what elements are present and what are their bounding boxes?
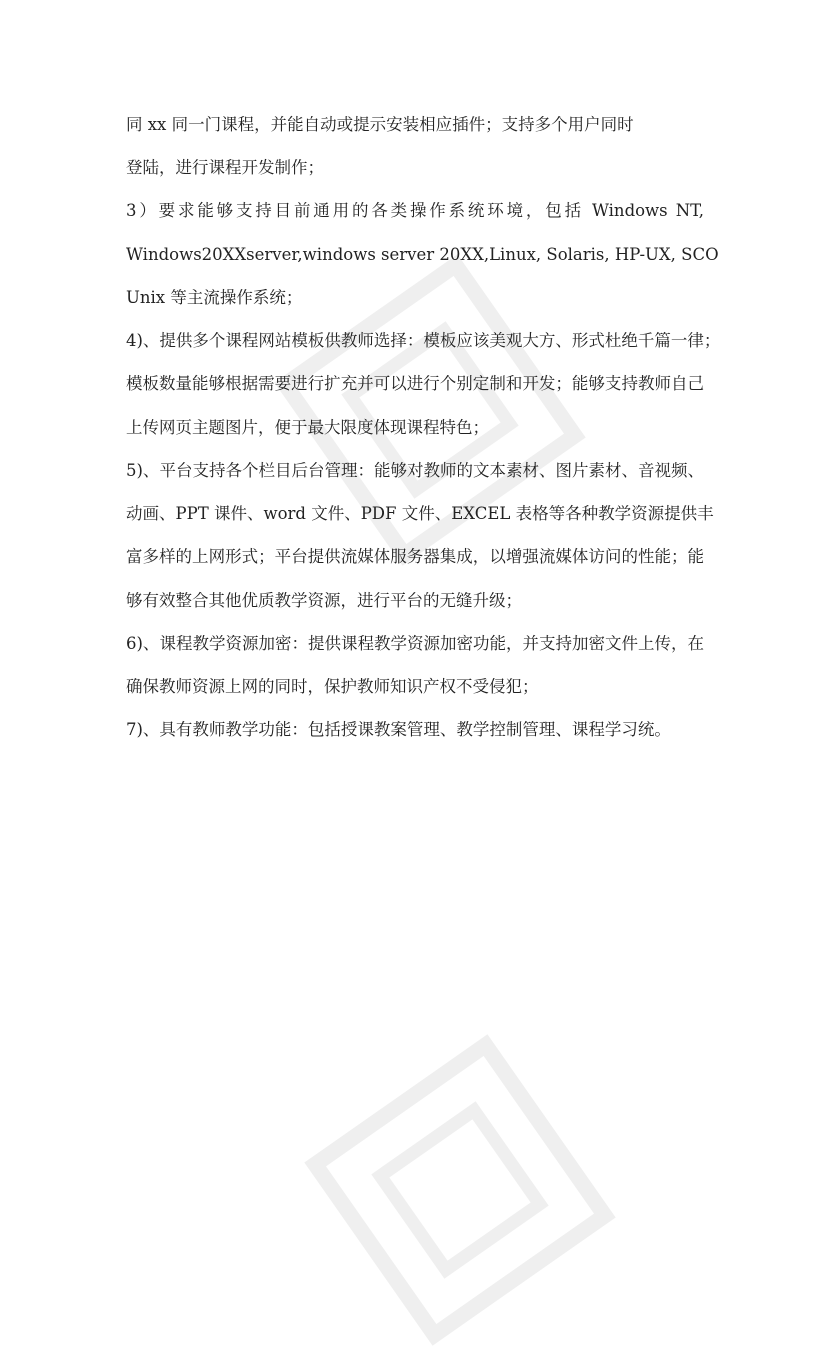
- text-line: 5)、平台支持各个栏目后台管理：能够对教师的文本素材、图片素材、音视频、: [126, 461, 704, 480]
- watermark-icon: [279, 1009, 641, 1371]
- text-line: 模板数量能够根据需要进行扩充并可以进行个别定制和开发；能够支持教师自己: [126, 374, 704, 393]
- text-line: 富多样的上网形式；平台提供流媒体服务器集成，以增强流媒体访问的性能；能: [126, 547, 704, 566]
- text-line: 够有效整合其他优质教学资源，进行平台的无缝升级；: [126, 591, 522, 610]
- text-line: 4)、提供多个课程网站模板供教师选择：模板应该美观大方、形式杜绝千篇一律；: [126, 331, 721, 350]
- text-line: 确保教师资源上网的同时，保护教师知识产权不受侵犯；: [126, 677, 539, 696]
- watermark-icon: [249, 229, 611, 591]
- text-line: 登陆，进行课程开发制作；: [126, 158, 324, 177]
- text-line: Unix 等主流操作系统；: [126, 288, 303, 307]
- text-line: 7)、具有教师教学功能：包括授课教案管理、教学控制管理、课程学习统。: [126, 720, 671, 739]
- text-line: 3）要求能够支持目前通用的各类操作系统环境，包括 Windows NT,: [126, 201, 704, 220]
- text-line: 同 xx 同一门课程，并能自动或提示安装相应插件；支持多个用户同时: [126, 115, 634, 134]
- text-line: Windows20XXserver,windows server 20XX,Linux, Solaris, HP-UX, SCO: [126, 245, 719, 264]
- text-line: 6)、课程教学资源加密：提供课程教学资源加密功能，并支持加密文件上传，在: [126, 634, 704, 653]
- text-line: 动画、PPT 课件、word 文件、PDF 文件、EXCEL 表格等各种教学资源提供丰: [126, 504, 714, 523]
- text-line: 上传网页主题图片，便于最大限度体现课程特色；: [126, 418, 489, 437]
